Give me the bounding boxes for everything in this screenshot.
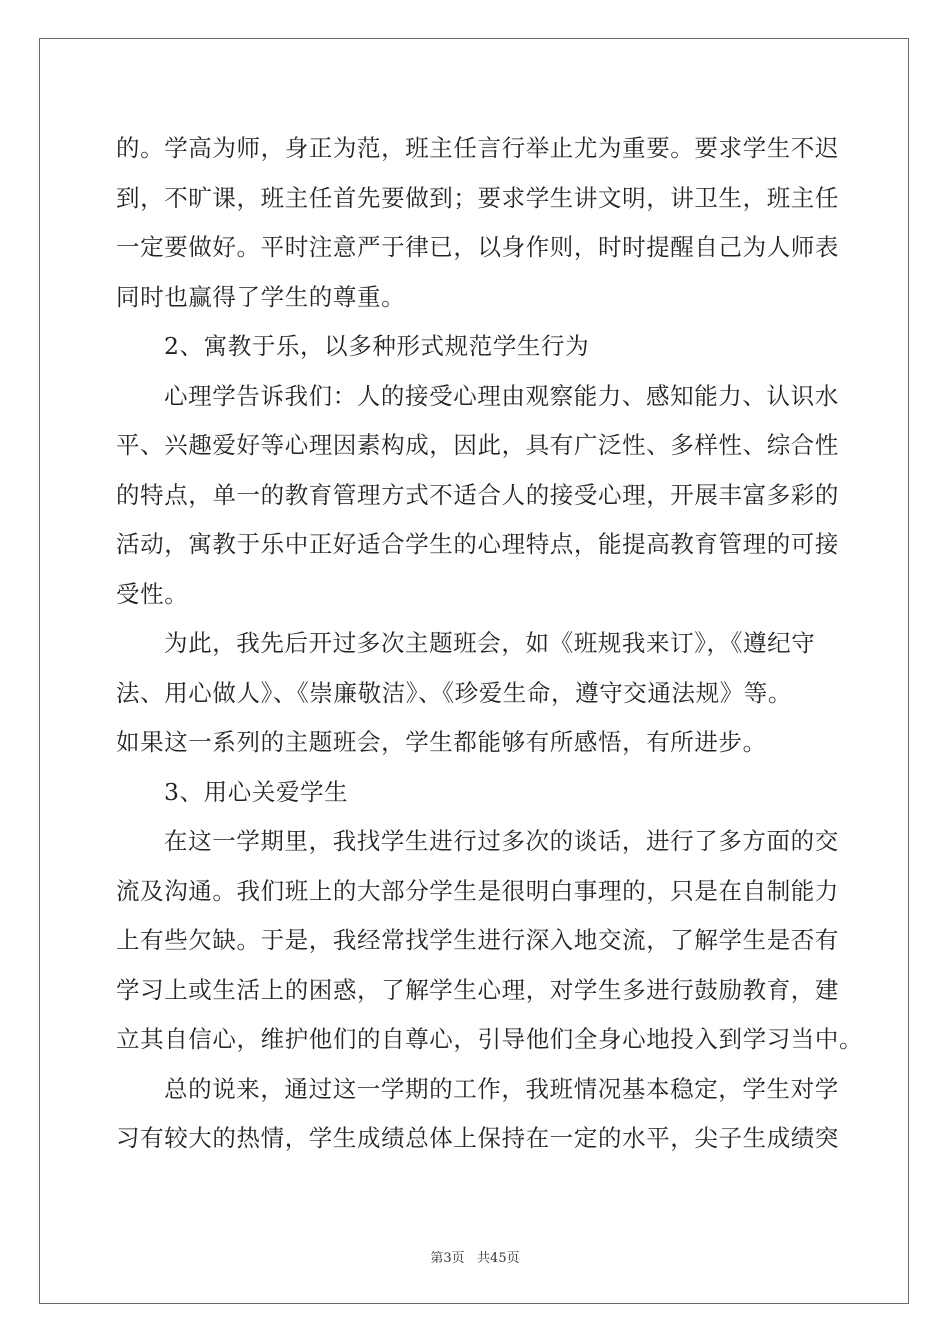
text-line: 的。学高为师，身正为范，班主任言行举止尤为重要。要求学生不迟 <box>116 134 839 162</box>
document-body <box>116 124 864 1164</box>
text-line: 学习上或生活上的困惑，了解学生心理，对学生多进行鼓励教育，建 <box>116 975 839 1004</box>
text-line: 心理学告诉我们：人的接受心理由观察能力、感知能力、认识水 <box>164 381 839 410</box>
text-line: 流及沟通。我们班上的大部分学生是很明白事理的，只是在自制能力 <box>116 876 839 905</box>
text-line: 法、用心做人》、《崇廉敬洁》、《珍爱生命，遵守交通法规》等。 <box>116 678 792 707</box>
text-line: 一定要做好。平时注意严于律已，以身作则，时时提醒自己为人师表 <box>116 233 839 261</box>
text-line: 在这一学期里，我找学生进行过多次的谈话，进行了多方面的交 <box>164 827 839 855</box>
text-line: 习有较大的热情，学生成绩总体上保持在一定的水平，尖子生成绩突 <box>116 1124 839 1152</box>
text-line: 受性。 <box>116 579 189 608</box>
section-heading: 2、寓教于乐，以多种形式规范学生行为 <box>164 332 590 360</box>
page-number: 第3页 共45页 <box>430 1251 520 1266</box>
text-line: 的特点，单一的教育管理方式不适合人的接受心理，开展丰富多彩的 <box>116 480 839 509</box>
text-line: 到，不旷课，班主任首先要做到；要求学生讲文明，讲卫生，班主任 <box>116 183 839 212</box>
text-line: 总的说来，通过这一学期的工作，我班情况基本稳定，学生对学 <box>164 1074 839 1103</box>
text-line: 为此，我先后开过多次主题班会，如《班规我来订》，《遵纪守 <box>164 629 816 657</box>
text-line: 立其自信心，维护他们的自尊心，引导他们全身心地投入到学习当中。 <box>116 1025 864 1053</box>
section-heading: 3、用心关爱学生 <box>164 777 349 806</box>
text-line: 活动，寓教于乐中正好适合学生的心理特点，能提高教育管理的可接 <box>116 530 839 558</box>
text-line: 上有些欠缺。于是，我经常找学生进行深入地交流，了解学生是否有 <box>116 926 839 954</box>
text-line: 平、兴趣爱好等心理因素构成，因此，具有广泛性、多样性、综合性 <box>116 431 839 459</box>
text-line: 如果这一系列的主题班会，学生都能够有所感悟，有所进步。 <box>116 728 767 756</box>
text-line: 同时也赢得了学生的尊重。 <box>116 282 406 311</box>
